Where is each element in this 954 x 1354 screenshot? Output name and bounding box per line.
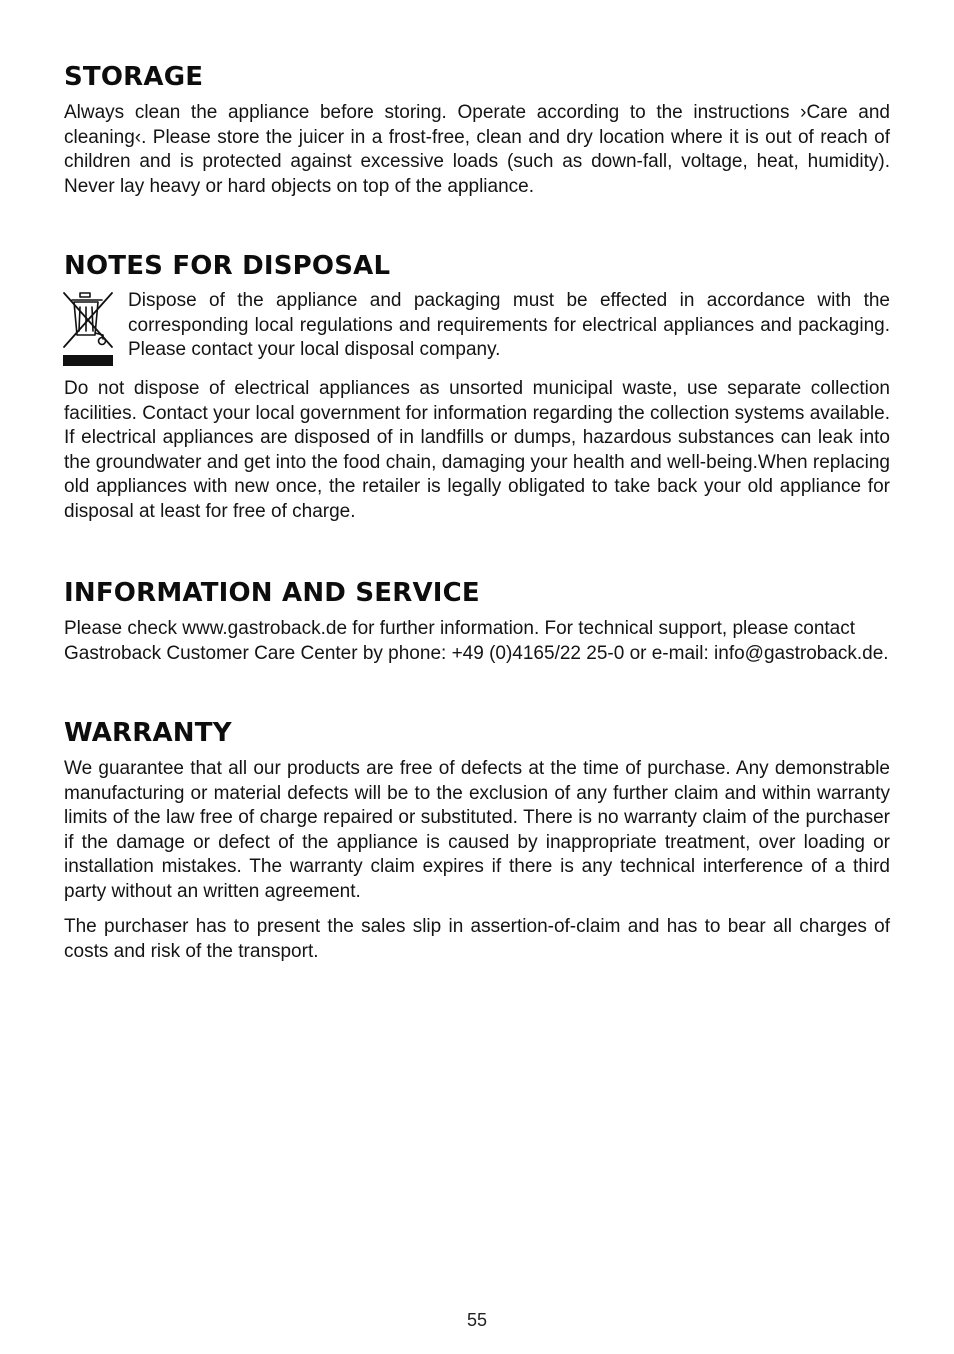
disposal-intro-text: Dispose of the appliance and packaging must be effected in accordance with the corresponding local regulations and requirements for electrical appliances and packaging. Please contact your local disposal company.: [128, 290, 890, 360]
information-section: [64, 576, 890, 666]
storage-section: [64, 60, 890, 199]
warranty-text-1: We guarantee that all our products are free of defects at the time of purchase. Any demonstrable manufacturing or material defects will be to the exclusion of any further claim and within warranty limits of the law free of charge repaired or substituted. There is no warranty claim of the purchaser if the damage or defect of the appliance is caused by inappropriate treatment, over loading or installation mistakes. The warranty claim expires if there is any technical interference of a third party without an written agreement.: [64, 758, 890, 902]
information-heading: INFORMATION AND SERVICE: [64, 578, 480, 608]
storage-heading: STORAGE: [64, 62, 204, 92]
page-number: 55: [466, 1310, 488, 1330]
disposal-heading: NOTES FOR DISPOSAL: [64, 251, 391, 281]
information-text: Please check www.gastroback.de for further information. For technical support, please contact Gastroback Customer Care Center by phone: +49 (0)4165/22 25-0 or e-mail: info@gastroback.de.: [64, 618, 889, 664]
page-content: [64, 60, 890, 964]
crossed-out-wheelie-bin-icon: [64, 289, 128, 369]
warranty-text-2: The purchaser has to present the sales slip in assertion-of-claim and has to bear all charges of costs and risk of the transport.: [64, 916, 890, 962]
disposal-intro-row: [64, 289, 890, 369]
warranty-heading: WARRANTY: [64, 718, 232, 748]
warranty-section: [64, 716, 890, 964]
disposal-section: [64, 249, 890, 524]
storage-text: Always clean the appliance before storing. Operate according to the instructions ›Care and cleaning‹. Please store the juicer in a frost-free, clean and dry location where it is out of reach of children and is protected against excessive loads (such as down-fall, voltage, heat, humidity). Never lay heavy or hard objects on top of the appliance.: [64, 102, 890, 197]
disposal-text: Do not dispose of electrical appliances as unsorted municipal waste, use separate collection facilities. Contact your local government for information regarding the collection systems available. If electrical appliances are disposed of in landfills or dumps, hazardous substances can leak into the groundwater and get into the food chain, damaging your health and well-being.When replacing old appliances with new once, the retailer is legally obligated to take back your old appliance for disposal at least for free of charge.: [64, 378, 890, 522]
